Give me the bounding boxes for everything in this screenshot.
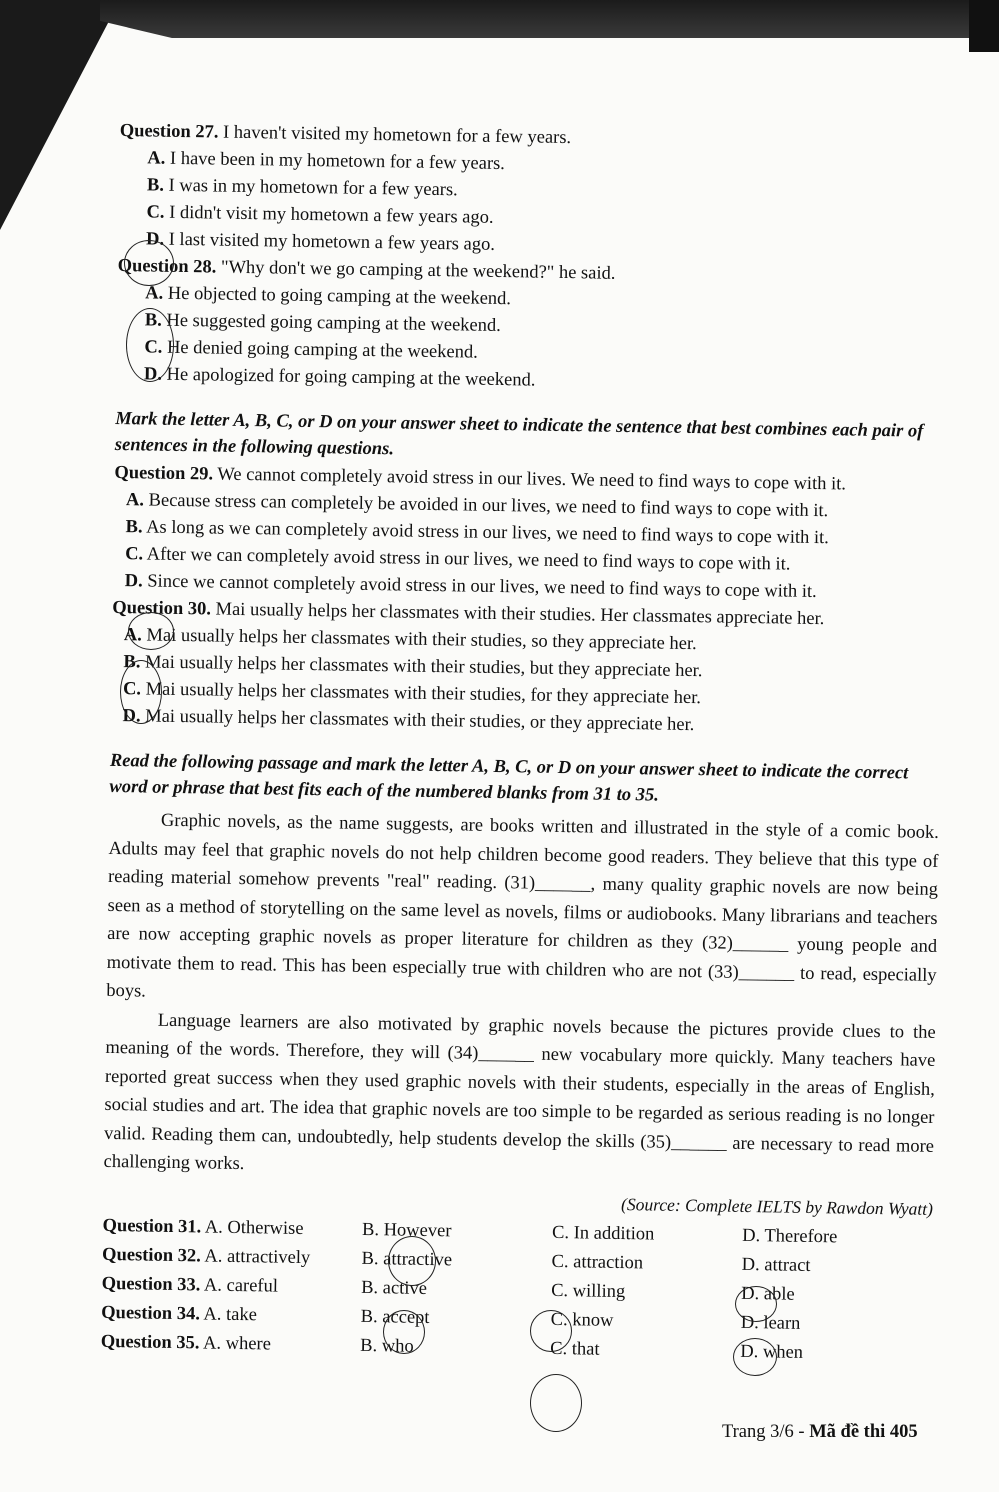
passage-paragraph: Language learners are also motivated by graphic novels because the pictures provide clues to the meaning of the words. Therefore, they will (34)______ new vocabulary more quickly. Many teachers have reported great success when they used graphic novels with their students, especially in the areas of English, social studies and art. The idea that graphic novels are too simple to be regarded as serious reading is no longer valid. Reading them can, undoubtedly, help students develop the skills (35)______ are necessary to read more challenging works.: [103, 1010, 936, 1175]
option: C. He denied going camping at the weekend.: [144, 337, 478, 363]
answer-options-table: [101, 1211, 933, 1369]
option: A. Mai usually helps her classmates with their studies, so they appreciate her.: [123, 625, 697, 655]
exam-code: Mã đề thi 405: [809, 1422, 918, 1442]
option: A. Because stress can completely be avoided in our lives, we need to find ways to cope with it.: [125, 490, 829, 522]
page-number: Trang 3/6 -: [722, 1422, 810, 1442]
passage-paragraph: Graphic novels, as the name suggests, are books written and illustrated in the style of a comic book. Adults may feel that graphic novels do not help children become good readers. They believe that this type of reading material somehow prevents "real" reading. (31)______, many quality graphic novels are now being seen as a method of storytelling on the same level as novels, films or audiobooks. Many librarians and teachers are now accepting graphic novels as proper literature for children as they (32)______ young people and motivate them to read. This has been especially true with children who are not (33)______ to read, especially boys.: [106, 810, 940, 1002]
handwritten-circle-mark: [124, 240, 174, 286]
question-label: Question 30.: [112, 597, 212, 620]
handwritten-circle-mark: [530, 1310, 572, 1352]
option: D. Mai usually helps her classmates with their studies, or they appreciate her.: [122, 706, 695, 736]
table-row: Question 34. A. take B. accept C. know D. learn: [101, 1302, 801, 1334]
question-stem: I haven't visited my hometown for a few years.: [218, 122, 572, 149]
handwritten-circle-mark: [530, 1374, 582, 1432]
handwritten-circle-mark: [735, 1286, 777, 1322]
option: B. As long as we can completely avoid stress in our lives, we need to find ways to cope with it.: [125, 517, 830, 549]
handwritten-circle-mark: [128, 612, 174, 650]
table-row: Question 33. A. careful B. active C. willing D. able: [101, 1273, 795, 1305]
option: C. Mai usually helps her classmates with their studies, for they appreciate her.: [122, 679, 702, 709]
option: A. I have been in my hometown for a few years.: [147, 148, 506, 175]
scan-shadow-top: [100, 0, 999, 38]
option: D. He apologized for going camping at the weekend.: [143, 364, 536, 391]
question-stem: We cannot completely avoid stress in our lives. We need to find ways to cope with it.: [212, 464, 847, 495]
question-label: Question 28.: [117, 255, 217, 278]
question-stem: Mai usually helps her classmates with their studies. Her classmates appreciate her.: [210, 599, 825, 630]
scan-shadow-left: [0, 0, 120, 230]
table-row: Question 31. A. Otherwise B. However C. In addition D. Therefore: [102, 1215, 838, 1247]
handwritten-circle-mark: [120, 660, 162, 724]
reading-passage: [103, 806, 939, 1189]
question-stem: "Why don't we go camping at the weekend?" he said.: [216, 257, 616, 284]
instruction: Mark the letter A, B, C, or D on your answer sheet to indicate the sentence that best combines each pair of sentences in the following questions.: [114, 408, 924, 460]
table-row: Question 35. A. where B. who C. that D. when: [100, 1331, 804, 1363]
option: B. Mai usually helps her classmates with their studies, but they appreciate her.: [123, 652, 703, 682]
scan-shadow-right: [969, 0, 999, 52]
option: C. I didn't visit my hometown a few years ago.: [146, 202, 494, 228]
question-label: Question 27.: [119, 120, 219, 143]
handwritten-circle-mark: [733, 1338, 777, 1376]
exam-content: [101, 118, 950, 1369]
handwritten-circle-mark: [388, 1236, 436, 1286]
option: A. He objected to going camping at the weekend.: [145, 283, 512, 310]
option: B. I was in my hometown for a few years.: [146, 175, 458, 201]
option: C. After we can completely avoid stress in our lives, we need to find ways to cope with it.: [124, 544, 791, 575]
option: B. He suggested going camping at the weekend.: [144, 310, 501, 337]
instruction: Read the following passage and mark the letter A, B, C, or D on your answer sheet to indicate the correct word or phrase that best fits each of the numbered blanks from 31 to 35.: [109, 750, 909, 806]
option: D. Since we cannot completely avoid stress in our lives, we need to find ways to cope with it.: [124, 571, 817, 603]
question-label: Question 29.: [114, 462, 214, 485]
option: D. I last visited my hometown a few years ago.: [145, 229, 496, 255]
source-citation: (Source: Complete IELTS by Rawdon Wyatt): [620, 1193, 934, 1219]
handwritten-circle-mark: [126, 308, 174, 382]
table-row: Question 32. A. attractively B. attractive C. attraction D. attract: [101, 1244, 811, 1276]
handwritten-circle-mark: [383, 1310, 425, 1354]
page-footer: [722, 1422, 918, 1443]
